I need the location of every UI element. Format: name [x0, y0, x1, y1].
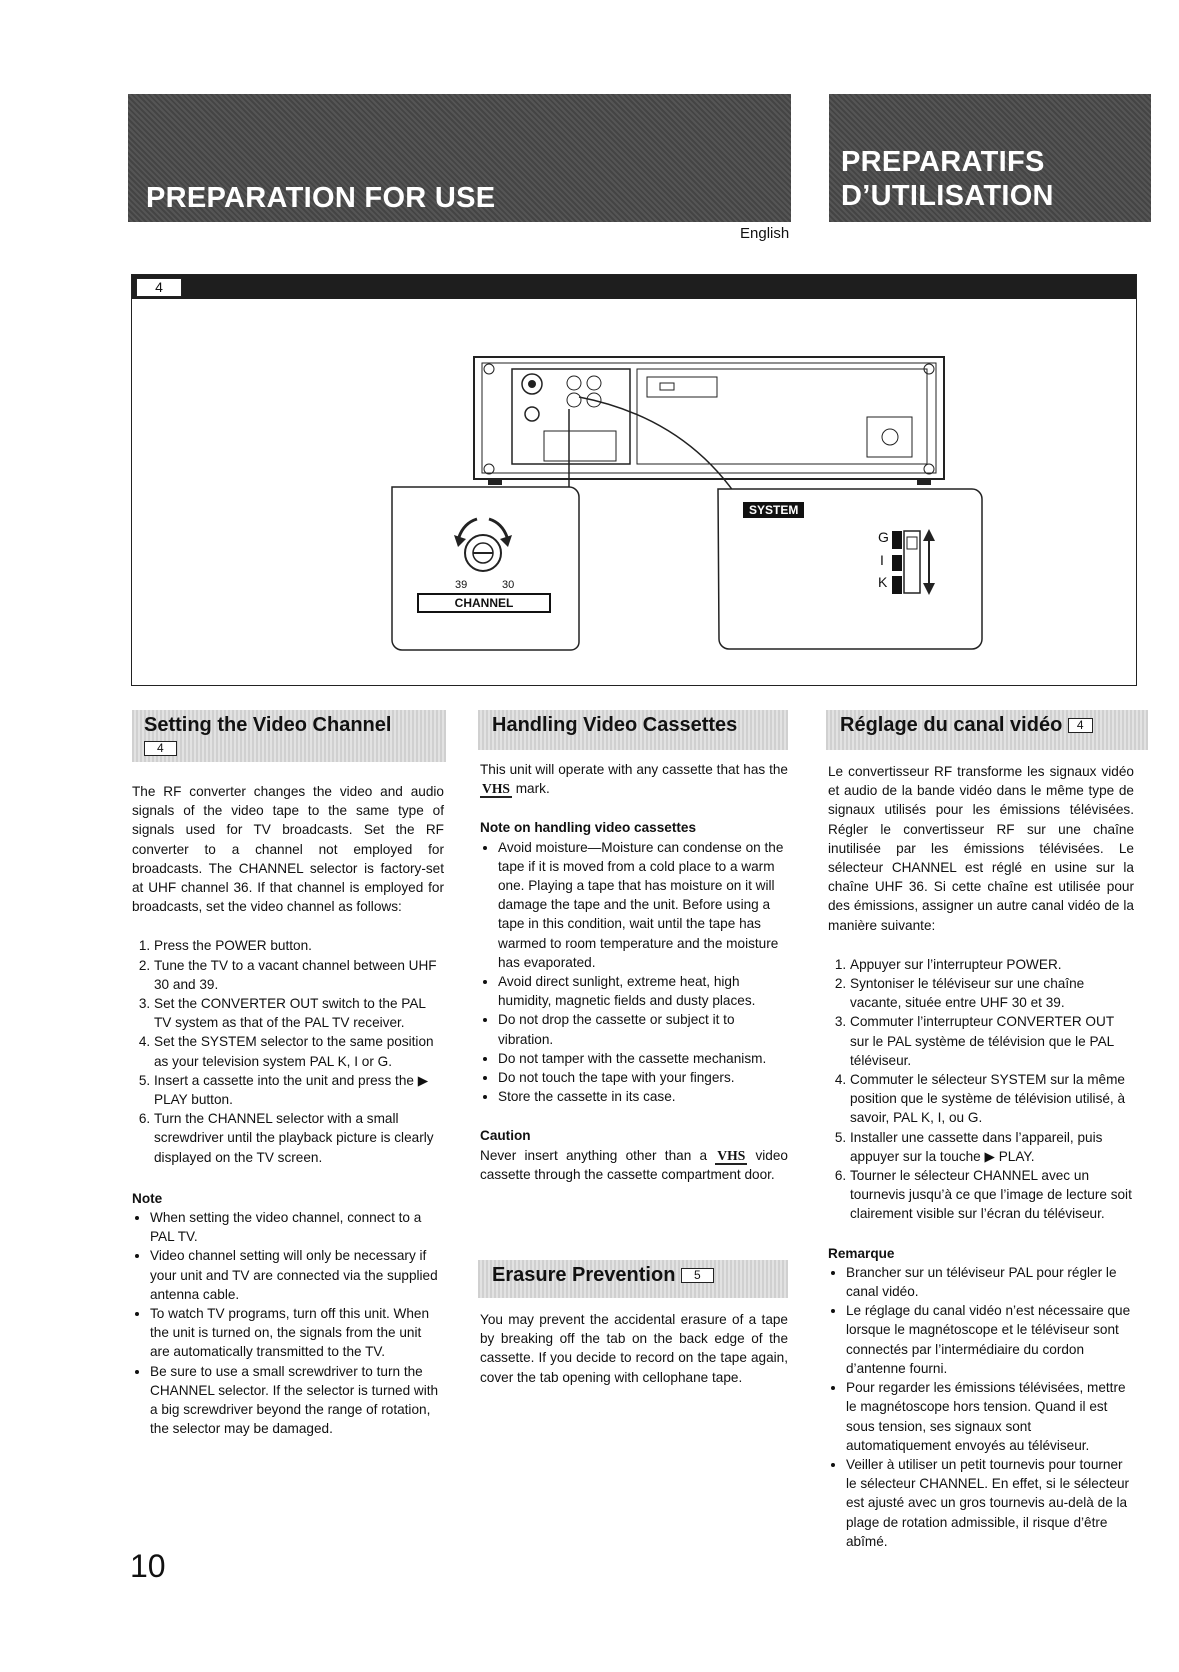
vhs-logo: VHS: [717, 1147, 746, 1163]
list-item: 4. Commuter le sélecteur SYSTEM sur la même position que le système de télévision utilisé, à savoir, PAL K, I, ou G.: [850, 1070, 1134, 1128]
page-number: 10: [130, 1548, 166, 1584]
list-item: 2. Syntoniser le téléviseur sur une chaîne vacante, située entre UHF 30 et 39.: [850, 974, 1134, 1012]
channel-callout: [392, 487, 579, 650]
section-heading-text: Handling Video Cassettes: [492, 714, 738, 736]
channel-number-high: 30: [502, 579, 515, 591]
list-item: 6. Turn the CHANNEL selector with a small screwdriver until the playback picture is clearly displayed on the TV screen.: [154, 1109, 444, 1167]
list-item: • Video channel setting will only be necessary if your unit and TV are connected via the supplied antenna cable.: [150, 1246, 444, 1304]
section-heading-text: Réglage du canal vidéo: [840, 714, 1063, 736]
section-heading-erasure-prevention: [478, 1260, 788, 1298]
caution-text: [480, 1146, 788, 1184]
list-item: • Veiller à utiliser un petit tournevis pour tourner le sélecteur CHANNEL. En effet, si le sélecteur est ajusté avec un gros tournevis au-delà de la plage de rotation admissible, il risque d’être abîmé.: [846, 1455, 1134, 1551]
list-item: • Be sure to use a small screwdriver to turn the CHANNEL selector. If the selector is turned with a big screwdriver beyond the range of rotation, the selector may be damaged.: [150, 1362, 444, 1439]
list-item: • Store the cassette in its case.: [498, 1087, 788, 1106]
list-item: • To watch TV programs, turn off this unit. When the unit is turned on, the signals from the unit are automatically transmitted to the TV.: [150, 1304, 444, 1362]
page-title-english: PREPARATION FOR USE: [146, 182, 496, 214]
intro-text-a: This unit will operate with any cassette that has the: [480, 762, 788, 777]
list-item: 5. Insert a cassette into the unit and press the ▶ PLAY button.: [154, 1071, 444, 1109]
intro-paragraph: The RF converter changes the video and audio signals of the video tape to the same type of signals used for TV broadcasts. Set the RF converter to a channel not employed for broadcasts. The CHANNEL selector is factory-set at UHF channel 36. If that channel is employed for broadcasts, set the video channel as follows:: [132, 784, 444, 915]
figure-ref-5: 5: [681, 1268, 714, 1283]
section-heading-setting-video-channel: [132, 710, 446, 762]
section-heading-text: Setting the Video Channel: [144, 714, 392, 736]
list-item: 6. Tourner le sélecteur CHANNEL avec un tournevis jusqu’à ce que l’image de lecture soit clairement visible sur l’écran du téléviseur.: [850, 1166, 1134, 1224]
list-item: • Le réglage du canal vidéo n’est nécessaire que lorsque le magnétoscope et le téléviseur sont connectés par l’intermédiaire du cordon d’antenne fourni.: [846, 1301, 1134, 1378]
list-item: 5. Installer une cassette dans l’appareil, puis appuyer sur la touche ▶ PLAY.: [850, 1128, 1134, 1166]
erasure-paragraph-block: [480, 1310, 788, 1387]
page-title-french-line1: PREPARATIFS: [841, 146, 1045, 178]
figure-box: [131, 274, 1137, 686]
list-item: 1. Press the POWER button.: [154, 936, 444, 955]
erasure-text: You may prevent the accidental erasure of a tape by breaking off the tab on the back edge of the cassette. If you decide to record on the tape again, cover the tab opening with cellophane tape.: [480, 1312, 788, 1385]
note-title: Note: [132, 1190, 163, 1206]
intro-paragraph: [480, 760, 788, 798]
list-item: 3. Set the CONVERTER OUT switch to the PAL TV system as that of the PAL TV receiver.: [154, 994, 444, 1032]
list-item: • Do not tamper with the cassette mechanism.: [498, 1049, 788, 1068]
section-heading-handling-cassettes: [478, 710, 788, 750]
note-title: Note on handling video cassettes: [480, 820, 697, 836]
list-item: • Avoid direct sunlight, extreme heat, high humidity, magnetic fields and dusty places.: [498, 972, 788, 1010]
figure-ref-4: 4: [1068, 718, 1093, 733]
header-banner-french: [829, 94, 1151, 222]
channel-number-low: 39: [455, 579, 468, 591]
steps-list: [132, 936, 444, 1166]
figure-header-bar: [132, 275, 1136, 299]
list-item: 1. Appuyer sur l’interrupteur POWER.: [850, 955, 1134, 974]
figure-ref-4: 4: [144, 741, 177, 756]
list-item: • Brancher sur un téléviseur PAL pour régler le canal vidéo.: [846, 1263, 1134, 1301]
system-option-g: G: [878, 529, 889, 545]
column-english-2: [480, 760, 788, 1184]
section-heading-text: Erasure Prevention: [492, 1264, 676, 1286]
list-item: • Do not drop the cassette or subject it to vibration.: [498, 1010, 788, 1048]
section-heading-reglage-canal: [826, 710, 1148, 750]
header-banner-english: [128, 94, 791, 222]
channel-label: CHANNEL: [417, 593, 551, 613]
list-item: • Avoid moisture—Moisture can condense on the tape if it is moved from a cold place to a warm one. Playing a tape that has moisture on it will damage the tape and the unit. Before using a tape in this condition, wait until the tape has warmed to room temperature and the moisture has evaporated.: [498, 838, 788, 972]
intro-text-b: mark.: [515, 781, 550, 797]
caution-text-b: video cassette through the cassette compartment door.: [480, 1147, 788, 1182]
vcr-rear-panel-diagram: [132, 299, 1136, 683]
list-item: 4. Set the SYSTEM selector to the same position as your television system PAL K, I or G.: [154, 1032, 444, 1070]
figure-number: 4: [136, 278, 182, 297]
column-english-1: [132, 782, 444, 1439]
list-item: • Do not touch the tape with your fingers.: [498, 1068, 788, 1087]
system-option-k: K: [878, 574, 888, 590]
caution-text-a: Never insert anything other than a: [480, 1147, 708, 1163]
notes-list: [132, 1208, 444, 1438]
caution-title: Caution: [480, 1128, 531, 1144]
note-title: Remarque: [828, 1245, 895, 1261]
language-label: English: [740, 225, 790, 242]
notes-list: [828, 1263, 1134, 1551]
notes-list: [480, 838, 788, 1107]
system-label: SYSTEM: [743, 502, 804, 518]
system-option-i: I: [880, 552, 884, 568]
list-item: 2. Tune the TV to a vacant channel between UHF 30 and 39.: [154, 956, 444, 994]
page-title-french-line2: D’UTILISATION: [841, 180, 1054, 212]
vhs-logo: VHS: [482, 781, 510, 797]
intro-paragraph: Le convertisseur RF transforme les signaux vidéo et audio de la bande vidéo dans le même type de signaux utilisés pour les émissions télévisées. Régler le convertisseur RF sur une chaîne inutilisée par les émissions télévisées. Le sélecteur CHANNEL est réglé en usine sur la chaîne UHF 36. Si cette chaîne est utilisée pour des émissions, assigner un autre canal vidéo de la manière suivante:: [828, 764, 1134, 933]
list-item: 3. Commuter l’interrupteur CONVERTER OUT sur le PAL système de télévision que le PAL téléviseur.: [850, 1012, 1134, 1070]
list-item: • When setting the video channel, connect to a PAL TV.: [150, 1208, 444, 1246]
steps-list: [828, 955, 1134, 1224]
column-french: [828, 762, 1134, 1551]
list-item: • Pour regarder les émissions télévisées, mettre le magnétoscope hors tension. Quand il est sous tension, ses signaux sont automatiquement envoyés au téléviseur.: [846, 1378, 1134, 1455]
